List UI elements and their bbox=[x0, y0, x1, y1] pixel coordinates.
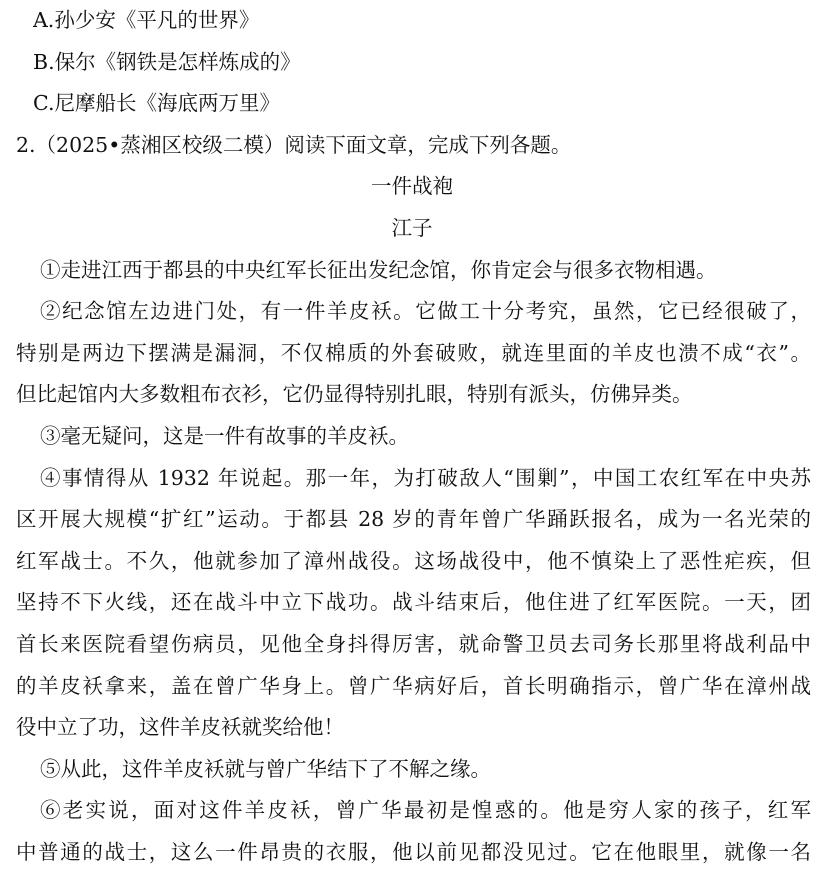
paragraph-4-line: 役中立了功，这件羊皮袄就奖给他！ bbox=[16, 715, 344, 739]
paragraph-6-line: ⑥老实说，面对这件羊皮袄，曾广华最初是惶惑的。他是穷人家的孩子，红军 bbox=[40, 798, 811, 822]
paragraph-2-line: 但比起馆内大多数粗布衣衫，它仍显得特别扎眼，特别有派头，仿佛异类。 bbox=[16, 382, 693, 406]
paragraph-2-line: 特别是两边下摆满是漏洞，不仅棉质的外套破败，就连里面的羊皮也溃不成“衣”。 bbox=[16, 341, 811, 365]
option-a: A.孙少安《平凡的世界》 bbox=[33, 8, 260, 32]
paragraph-4-line: 坚持不下火线，还在战斗中立下战功。战斗结束后，他住进了红军医院。一天，团 bbox=[16, 590, 811, 614]
paragraph-4-line: ④事情得从 1932 年说起。那一年，为打破敌人“围剿”，中国工农红军在中央苏 bbox=[40, 466, 811, 490]
paragraph-4-line: 红军战士。不久，他就参加了漳州战役。这场战役中，他不慎染上了恶性疟疾，但 bbox=[16, 549, 811, 573]
paragraph-2-line: ②纪念馆左边进门处，有一件羊皮袄。它做工十分考究，虽然，它已经很破了， bbox=[40, 299, 811, 323]
paragraph-3-line: ③毫无疑问，这是一件有故事的羊皮袄。 bbox=[40, 424, 409, 448]
paragraph-1-line: ①走进江西于都县的中央红军长征出发纪念馆，你肯定会与很多衣物相遇。 bbox=[40, 258, 717, 282]
paragraph-4-line: 首长来医院看望伤病员，见他全身抖得厉害，就命警卫员去司务长那里将战利品中 bbox=[16, 632, 811, 656]
paragraph-5-line: ⑤从此，这件羊皮袄就与曾广华结下了不解之缘。 bbox=[40, 757, 491, 781]
option-b: B.保尔《钢铁是怎样炼成的》 bbox=[33, 50, 301, 74]
article-title: 一件战袍 bbox=[371, 174, 453, 198]
question-heading: 2.（2025•蒸湘区校级二模）阅读下面文章，完成下列各题。 bbox=[16, 133, 572, 157]
paragraph-4-line: 区开展大规模“扩红”运动。于都县 28 岁的青年曾广华踊跃报名，成为一名光荣的 bbox=[16, 507, 811, 531]
paragraph-4-line: 的羊皮袄拿来，盖在曾广华身上。曾广华病好后，首长明确指示，曾广华在漳州战 bbox=[16, 674, 811, 698]
article-author: 江子 bbox=[391, 216, 433, 240]
option-c: C.尼摩船长《海底两万里》 bbox=[33, 91, 280, 115]
paragraph-6-line: 中普通的战士，这么一件昂贵的衣服，他以前见都没见过。它在他眼里，就像一名 bbox=[16, 840, 811, 864]
